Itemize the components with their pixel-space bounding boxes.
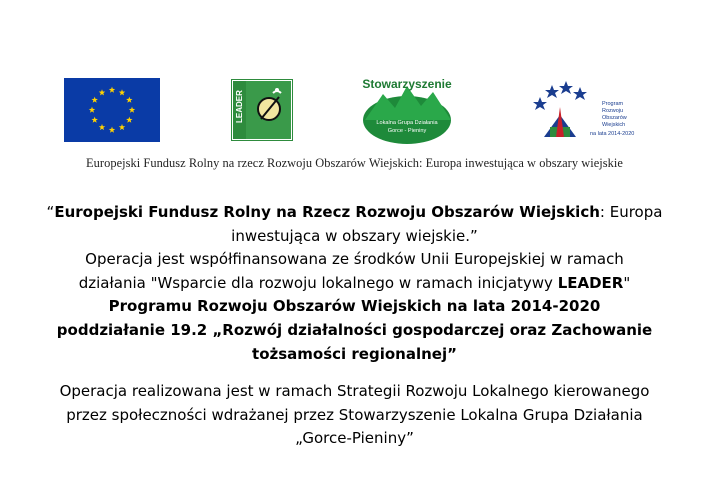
prow-l4: Wiejskich [602, 122, 626, 128]
leader-logo [231, 79, 293, 141]
main-funding-statement [40, 201, 669, 366]
lgd-line1: Lokalna Grupa Działania [376, 120, 438, 126]
prow-l5: na lata 2014-2020 [590, 131, 635, 137]
strategy-text: Operacja realizowana jest w ramach Strategii Rozwoju Lokalnego kierowanego przez społeczności wdrażanej przez Stowarzyszenie Lokalna Grupa Działania „Gorce-Pieniny” [59, 382, 650, 448]
cofinance-line: Operacja jest współfinansowana ze środków Unii Europejskiej w ramach [85, 250, 624, 269]
programme-text: Programu Rozwoju Obszarów Wiejskich na lata 2014-2020 [108, 297, 601, 316]
measure-line [40, 272, 669, 296]
programme-line [40, 295, 669, 319]
prow-l3: Obszarów [602, 115, 627, 121]
logo-strip [0, 72, 709, 147]
leader-word: LEADER [557, 273, 624, 292]
submeasure-line [40, 319, 669, 366]
lgd-line2: Gorce - Pieniny [387, 128, 427, 134]
prow-l1: Program [602, 101, 624, 107]
eu-stars-icon [64, 78, 160, 142]
quote-open: “ [46, 203, 55, 221]
prow-logo [530, 77, 640, 147]
measure-text: działania "Wsparcie dla rozwoju lokalnego w ramach inicjatywy [78, 273, 558, 292]
logo-caption: Europejski Fundusz Rolny na rzecz Rozwoju Obszarów Wiejskich: Europa inwestująca w obszary wiejskie [86, 156, 623, 170]
measure-close: " [623, 273, 631, 292]
lgd-top-text: Stowarzyszenie [362, 77, 452, 91]
prow-l2: Rozwoju [602, 108, 624, 114]
fund-statement [40, 201, 669, 248]
submeasure-text: poddziałanie 19.2 „Rozwój działalności gospodarczej oraz Zachowanie tożsamości regionalnej” [56, 320, 653, 363]
lgd-gorce-pieniny-logo [355, 72, 460, 148]
leader-text: LEADER [235, 90, 244, 123]
strategy-statement [40, 380, 669, 451]
fund-name: Europejski Fundusz Rolny na Rzecz Rozwoju Obszarów Wiejskich [54, 203, 600, 221]
fund-rest: : Europa inwestująca w obszary wiejskie.” [231, 203, 663, 245]
eu-flag-logo [64, 78, 160, 142]
